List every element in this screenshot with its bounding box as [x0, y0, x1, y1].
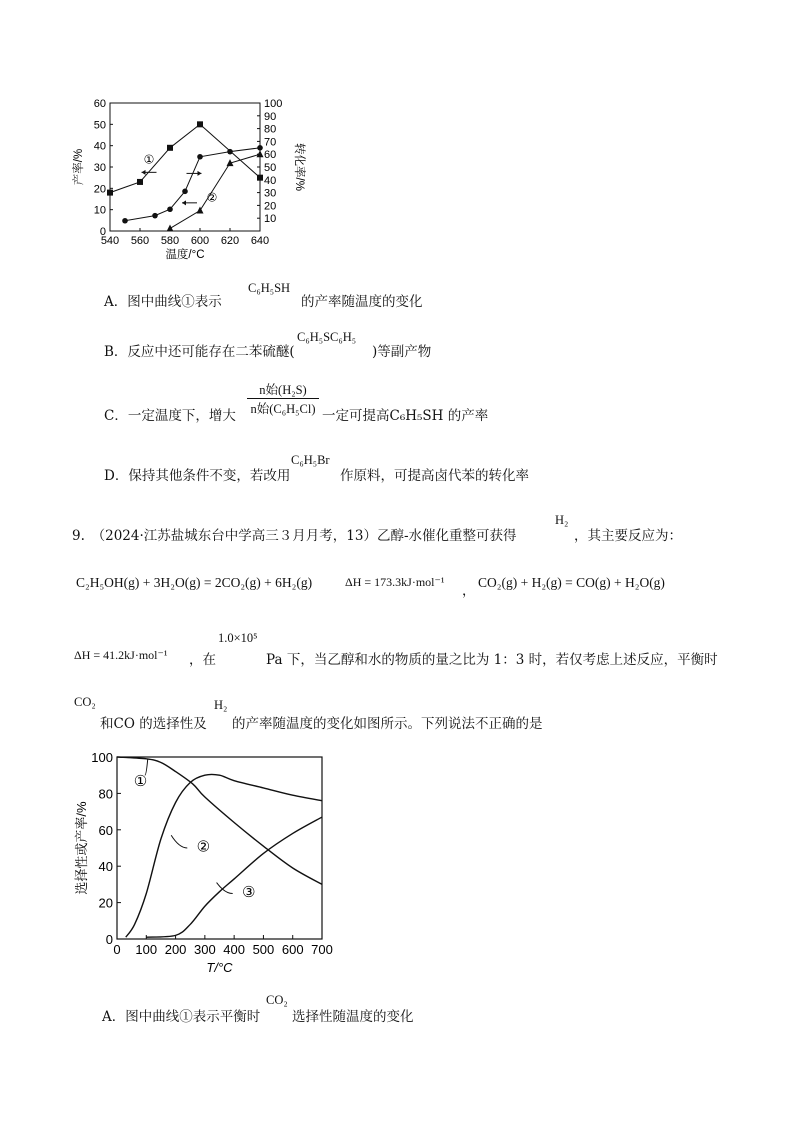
- square-point: [137, 179, 143, 185]
- q9-stem-post: ，其主要反应为：: [574, 528, 682, 544]
- circle-point: [182, 189, 188, 195]
- left-tick-label: 40: [93, 140, 106, 153]
- q9-stem-chem: H₂: [555, 513, 569, 527]
- right-tick-label: 50: [264, 162, 277, 174]
- right-tick-label: 10: [264, 213, 277, 226]
- y-axis-label: 选择性或产率/%: [74, 801, 89, 895]
- right-tick-label: 30: [264, 187, 277, 200]
- q9-delta-h-2: ΔH = 41.2kJ·mol⁻¹: [74, 648, 168, 662]
- left-tick-label: 60: [93, 98, 106, 110]
- right-axis-label: 转化率/%: [293, 143, 305, 191]
- y-tick-label: 20: [98, 895, 113, 911]
- curve-3: [146, 817, 322, 937]
- circle-point: [167, 206, 173, 212]
- q9-line4-post: 的产率随温度的变化如图所示。下列说法不正确的是: [232, 716, 543, 732]
- curve-2-label: ②: [196, 838, 211, 856]
- option-c-post: 一定可提高C₆H₅SH 的产率: [322, 408, 489, 424]
- fraction-numerator: n始(H₂S): [259, 383, 307, 397]
- yield-conversion-chart: [60, 95, 310, 265]
- arrow-left-axis-1-head: [142, 170, 146, 175]
- x-tick-label: 400: [223, 942, 245, 957]
- q9-line4-chem2: H₂: [214, 698, 228, 712]
- x-tick-label: 200: [164, 942, 187, 957]
- triangle-point: [257, 150, 264, 157]
- right-tick-label: 100: [264, 98, 283, 110]
- q9-option-a-pre: A．图中曲线①表示平衡时: [102, 1009, 261, 1025]
- triangle-point: [167, 224, 174, 231]
- curve-2: [126, 774, 322, 937]
- curve-3-label: ③: [242, 884, 256, 902]
- plot-frame: [110, 103, 260, 231]
- left-tick-label: 50: [93, 119, 106, 132]
- x-tick-label: 600: [190, 235, 210, 247]
- circle-point: [197, 154, 203, 160]
- q9-equation-2: CO₂(g) + H₂(g) = CO(g) + H₂O(g): [478, 575, 665, 590]
- x-tick-label: 620: [220, 235, 240, 247]
- fraction-denominator: n始(C₆H₅Cl): [250, 402, 316, 416]
- q8-option-d-pre: D．保持其他条件不变，若改用: [104, 468, 291, 484]
- plot-frame: [117, 757, 322, 939]
- q8-option-b-pre: B．反应中还可能存在二苯硫醚(: [104, 344, 295, 360]
- right-tick-label: 70: [264, 136, 277, 149]
- left-tick-label: 0: [99, 226, 106, 238]
- y-tick-label: 80: [98, 786, 113, 802]
- x-tick-label: 580: [160, 235, 180, 247]
- q9-delta-h-1: ΔH = 173.3kJ·mol⁻¹: [345, 575, 445, 589]
- x-tick-label: 0: [113, 942, 121, 957]
- q9-equation-1: C₂H₅OH(g) + 3H₂O(g) = 2CO₂(g) + 6H₂(g): [76, 575, 313, 590]
- right-tick-label: 60: [264, 149, 277, 162]
- square-point: [167, 145, 173, 151]
- q9-line3-mid: ，在: [189, 652, 216, 668]
- curve-1-label: ①: [133, 773, 148, 791]
- option-b-post: )等副产物: [372, 344, 432, 360]
- y-tick-label: 60: [98, 822, 113, 838]
- arrow-left-axis-2-head: [182, 200, 186, 205]
- curve-2-label: ②: [206, 190, 218, 205]
- x-tick-label: 700: [311, 942, 333, 957]
- x-tick-label: 560: [130, 235, 150, 247]
- option-d-chem: C₆H₅Br: [291, 453, 330, 467]
- option-b-chem: C₆H₅SC₆H₅: [297, 330, 357, 344]
- curve-1: [117, 757, 322, 884]
- x-tick-label: 300: [194, 942, 216, 957]
- left-tick-label: 20: [93, 183, 106, 196]
- left-tick-label: 10: [93, 204, 106, 217]
- square-point: [257, 175, 263, 181]
- curve-2-leader: [171, 835, 187, 848]
- right-tick-label: 90: [264, 110, 277, 123]
- option-c-fraction: [247, 380, 319, 417]
- q8-option-c-pre: C．一定温度下，增大: [104, 408, 236, 424]
- square-point: [107, 190, 113, 196]
- right-tick-label: 20: [264, 200, 277, 213]
- left-tick-label: 30: [93, 162, 106, 174]
- left-axis-label: 产率/%: [73, 148, 85, 186]
- q9-option-a-post: 选择性随温度的变化: [292, 1009, 414, 1025]
- curve-1-label: ①: [143, 152, 155, 167]
- q9-stem-pre: 9. （2024·江苏盐城东台中学高三３月月考，13）乙醇-水催化重整可获得: [72, 528, 517, 544]
- option-a-post: 的产率随温度的变化: [301, 294, 423, 310]
- y-tick-label: 100: [91, 750, 113, 765]
- q8-option-a: [104, 290, 222, 310]
- x-axis-label: 温度/°C: [165, 249, 205, 261]
- circle-point: [227, 149, 233, 155]
- series-1-line: [110, 124, 260, 192]
- q9-comma-1: ，: [462, 583, 476, 599]
- circle-point: [257, 145, 263, 151]
- y-tick-label: 40: [98, 859, 113, 875]
- x-tick-label: 100: [135, 942, 158, 957]
- selectivity-yield-chart: [70, 745, 340, 980]
- arrow-right-axis-1-head: [198, 171, 202, 176]
- x-tick-label: 600: [281, 942, 304, 957]
- circle-point: [152, 213, 158, 219]
- q9-pressure: 1.0×10⁵: [218, 631, 258, 645]
- q9-line3-post: Pa 下，当乙醇和水的物质的量之比为 1：3 时，若仅考虑上述反应，平衡时: [266, 652, 718, 668]
- circle-point: [122, 218, 128, 224]
- x-axis-label: T/°C: [206, 960, 233, 975]
- option-d-post: 作原料，可提高卤代苯的转化率: [340, 468, 529, 484]
- y-tick-label: 0: [105, 932, 113, 947]
- q9-option-a-chem: CO₂: [266, 993, 288, 1007]
- x-tick-label: 540: [100, 235, 120, 247]
- q9-line4-mid: 和CO 的选择性及: [100, 716, 207, 732]
- right-tick-label: 80: [264, 123, 277, 136]
- x-tick-label: 500: [252, 942, 275, 957]
- option-a-pre: A．图中曲线①表示: [104, 294, 222, 310]
- square-point: [197, 121, 203, 127]
- right-tick-label: 40: [264, 174, 277, 187]
- q9-line4-chem1: CO₂: [74, 695, 96, 709]
- option-a-chem: C₆H₅SH: [248, 281, 291, 295]
- x-tick-label: 640: [250, 235, 270, 247]
